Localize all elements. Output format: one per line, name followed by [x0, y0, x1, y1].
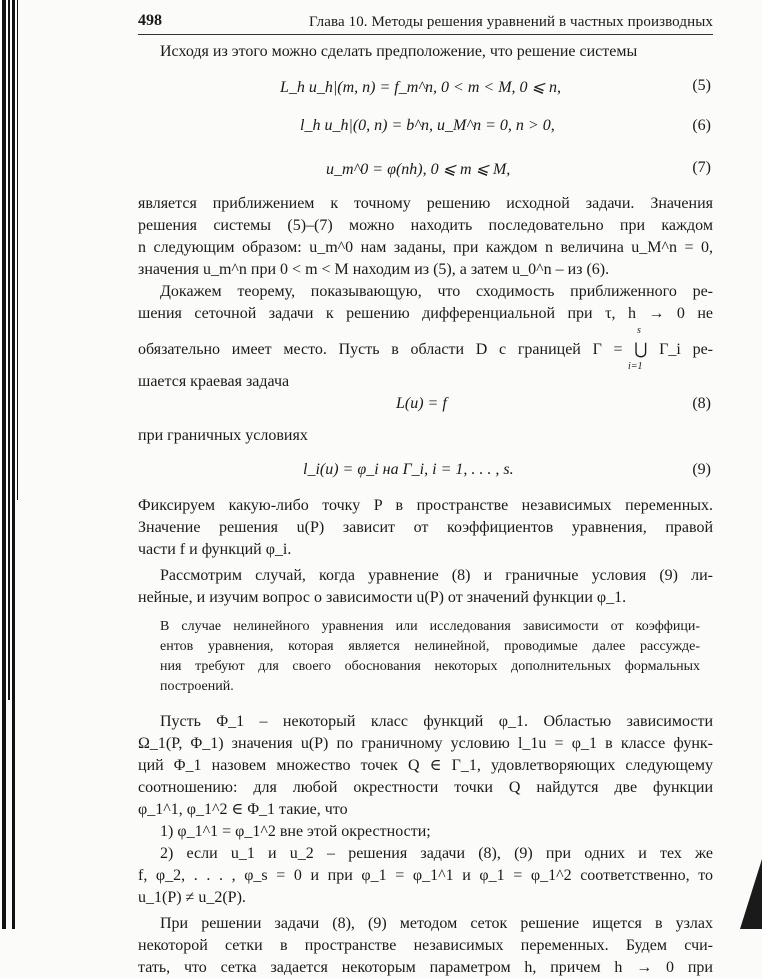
- text-line: Докажем теорему, показывающую, что сходимость приближенного ре-: [160, 283, 713, 300]
- small-print-note: [160, 617, 700, 697]
- text-line: нейные, и изучим вопрос о зависимости u(P) от значений функции φ_1.: [138, 589, 627, 606]
- equation-7-body: u_m^0 = φ(nh), 0 ⩽ m ⩽ M,: [326, 161, 511, 178]
- text-line: Рассмотрим случай, когда уравнение (8) и граничные условия (9) ли-: [160, 567, 713, 584]
- paragraph-1: [138, 193, 713, 281]
- text-line: n следующим образом: u_m^0 нам заданы, при каждом n величина u_M^n = 0,: [138, 239, 713, 256]
- intro-line: Исходя из этого можно сделать предположение, что решение системы: [160, 43, 638, 60]
- equation-9: [138, 461, 713, 483]
- equation-5-body: L_h u_h|(m, n) = f_m^n, 0 < m < M, 0 ⩽ n,: [280, 79, 561, 96]
- list-item-2: [138, 843, 713, 909]
- note-line: ентов уравнения, которая является нелинейной, проводимые далее рассужде-: [160, 639, 700, 654]
- equation-7-number: (7): [692, 159, 711, 176]
- book-page: [138, 8, 713, 979]
- text-line: Значение решения u(P) зависит от коэффициентов уравнения, правой: [138, 519, 713, 536]
- equation-6: [138, 117, 713, 139]
- page-corner-shadow: [740, 859, 762, 929]
- boundary-conditions-label: при граничных условиях: [138, 427, 308, 444]
- note-line: построений.: [160, 679, 234, 694]
- equation-6-number: (6): [692, 117, 711, 134]
- book-spine-shadow: [0, 0, 22, 929]
- equation-6-body: l_h u_h|(0, n) = b^n, u_M^n = 0, n > 0,: [300, 117, 555, 134]
- note-line: ния требуют для своего обоснования некоторых дополнительных формальных: [160, 659, 700, 674]
- page-header: [138, 8, 713, 35]
- text-line: При решении задачи (8), (9) методом сеток решение ищется в узлах: [160, 915, 713, 932]
- paragraph-5: [138, 711, 713, 821]
- list-item-1: 1) φ_1^1 = φ_1^2 вне этой окрестности;: [160, 823, 431, 840]
- text-line: шается краевая задача: [138, 373, 290, 390]
- text-line: соотношению: для любой окрестности точки Q найдутся две функции: [138, 779, 713, 796]
- text-line: обязательно имеет место. Пусть в области D с границей Γ = ⋃ Γ_i ре-: [138, 341, 713, 358]
- equation-5: [138, 77, 713, 99]
- equation-9-body: l_i(u) = φ_i на Γ_i, i = 1, . . . , s.: [303, 461, 514, 478]
- text-line: шения сеточной задачи к решению дифференциальной при τ, h → 0 не: [138, 305, 713, 322]
- text-line: является приближением к точному решению исходной задачи. Значения: [138, 195, 713, 212]
- text-line: φ_1^1, φ_1^2 ∈ Φ_1 такие, что: [138, 801, 348, 818]
- text-line: решения системы (5)–(7) можно находить последовательно при каждом: [138, 217, 713, 234]
- text-line: Пусть Φ_1 – некоторый класс функций φ_1. Областью зависимости: [160, 713, 713, 730]
- text-line: ций Φ_1 назовем множество точек Q ∈ Γ_1, удовлетворяющих следующему: [138, 757, 713, 774]
- text-line: части f и функций φ_i.: [138, 541, 292, 558]
- paragraph-6: [138, 913, 713, 979]
- equation-8-number: (8): [692, 395, 711, 412]
- equation-5-number: (5): [692, 77, 711, 94]
- text-line: некоторой сетки в пространстве независимых переменных. Будем счи-: [138, 937, 713, 954]
- chapter-title: Глава 10. Методы решения уравнений в частных производных: [309, 14, 713, 30]
- text-line: 2) если u_1 и u_2 – решения задачи (8), (9) при одних и тех же: [160, 845, 713, 862]
- text-line: u_1(P) ≠ u_2(P).: [138, 889, 246, 906]
- text-line: Фиксируем какую-либо точку P в пространстве независимых переменных.: [138, 497, 713, 514]
- text-line: f, φ_2, . . . , φ_s = 0 и при φ_1 = φ_1^1 и φ_1 = φ_1^2 соответственно, то: [138, 867, 713, 884]
- text-line: Ω_1(P, Φ_1) значения u(P) по граничному условию l_1u = φ_1 в классе функ-: [138, 735, 713, 752]
- text-line: тать, что сетка задается некоторым параметром h, причем h → 0 при: [138, 959, 713, 976]
- paragraph-2: [138, 281, 713, 393]
- union-lower-limit: i=1: [628, 361, 643, 372]
- text-line: значения u_m^n при 0 < m < M находим из (5), а затем u_0^n – из (6).: [138, 261, 610, 278]
- equation-8-body: L(u) = f: [396, 395, 447, 412]
- note-line: В случае нелинейного уравнения или исследования зависимости от коэффици-: [160, 619, 700, 634]
- union-line-wrap: [138, 325, 713, 371]
- equation-7: [138, 159, 713, 181]
- equation-9-number: (9): [692, 461, 711, 478]
- union-upper-limit: s: [637, 325, 641, 336]
- page-number: 498: [138, 12, 162, 29]
- equation-8: [138, 395, 713, 417]
- paragraph-3: [138, 495, 713, 561]
- paragraph-4: [138, 565, 713, 609]
